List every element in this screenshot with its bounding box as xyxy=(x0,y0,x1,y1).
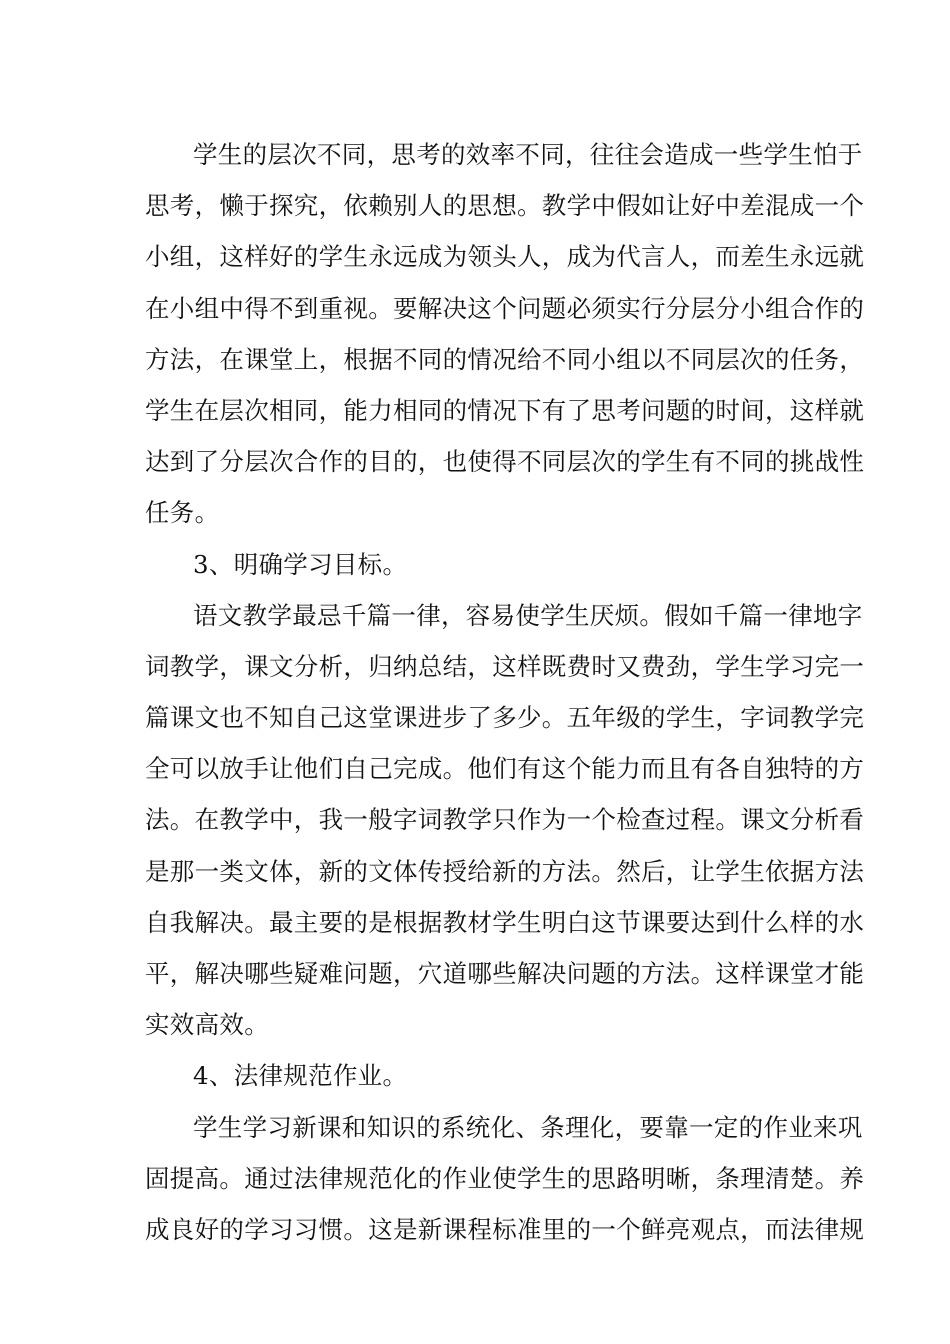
paragraph-line: 平，解决哪些疑难问题，穴道哪些解决问题的方法。这样课堂才能 xyxy=(145,959,865,988)
paragraph-line: 思考，懒于探究，依赖别人的思想。教学中假如让好中差混成一个 xyxy=(145,191,865,221)
paragraph-line: 自我解决。最主要的是根据教材学生明白这节课要达到什么样的水 xyxy=(145,907,865,937)
paragraph-line: 任务。 xyxy=(145,498,220,528)
heading-text: 3、明确学习目标。 xyxy=(193,549,408,579)
paragraph-line: 法。在教学中，我一般字词教学只作为一个检查过程。课文分析看 xyxy=(145,805,865,835)
paragraph-line: 篇课文也不知自己这堂课进步了多少。五年级的学生，字词教学完 xyxy=(145,703,865,733)
document-body xyxy=(145,129,865,1255)
paragraph-homework xyxy=(145,1102,865,1256)
paragraph-learning-goals xyxy=(145,590,865,1051)
paragraph-line: 语文教学最忌千篇一律，容易使学生厌烦。假如千篇一律地字 xyxy=(193,600,863,630)
section-heading-4 xyxy=(145,1050,810,1101)
paragraph-layered-groups xyxy=(145,129,865,539)
section-heading-3 xyxy=(145,539,810,590)
paragraph-line: 达到了分层次合作的目的，也使得不同层次的学生有不同的挑战性 xyxy=(145,447,865,477)
paragraph-line: 学生的层次不同，思考的效率不同，往往会造成一些学生怕于 xyxy=(193,140,863,169)
paragraph-line: 方法，在课堂上，根据不同的情况给不同小组以不同层次的任务， xyxy=(145,344,865,374)
paragraph-line: 是那一类文体，新的文体传授给新的方法。然后，让学生依据方法 xyxy=(145,856,865,886)
paragraph-line: 学生学习新课和知识的系统化、条理化，要靠一定的作业来巩 xyxy=(193,1112,863,1142)
paragraph-line: 实效高效。 xyxy=(145,1010,269,1040)
paragraph-line: 小组，这样好的学生永远成为领头人，成为代言人，而差生永远就 xyxy=(145,242,865,272)
paragraph-line: 全可以放手让他们自己完成。他们有这个能力而且有各自独特的方 xyxy=(145,754,865,784)
paragraph-line: 成良好的学习习惯。这是新课程标准里的一个鲜亮观点，而法律规 xyxy=(145,1214,865,1244)
paragraph-line: 固提高。通过法律规范化的作业使学生的思路明晰，条理清楚。养 xyxy=(145,1163,865,1193)
heading-text: 4、法律规范作业。 xyxy=(193,1061,408,1091)
paragraph-line: 学生在层次相同，能力相同的情况下有了思考问题的时间，这样就 xyxy=(145,395,865,425)
paragraph-line: 词教学，课文分析，归纳总结，这样既费时又费劲，学生学习完一 xyxy=(145,651,865,681)
paragraph-line: 在小组中得不到重视。要解决这个问题必须实行分层分小组合作的 xyxy=(145,293,865,323)
